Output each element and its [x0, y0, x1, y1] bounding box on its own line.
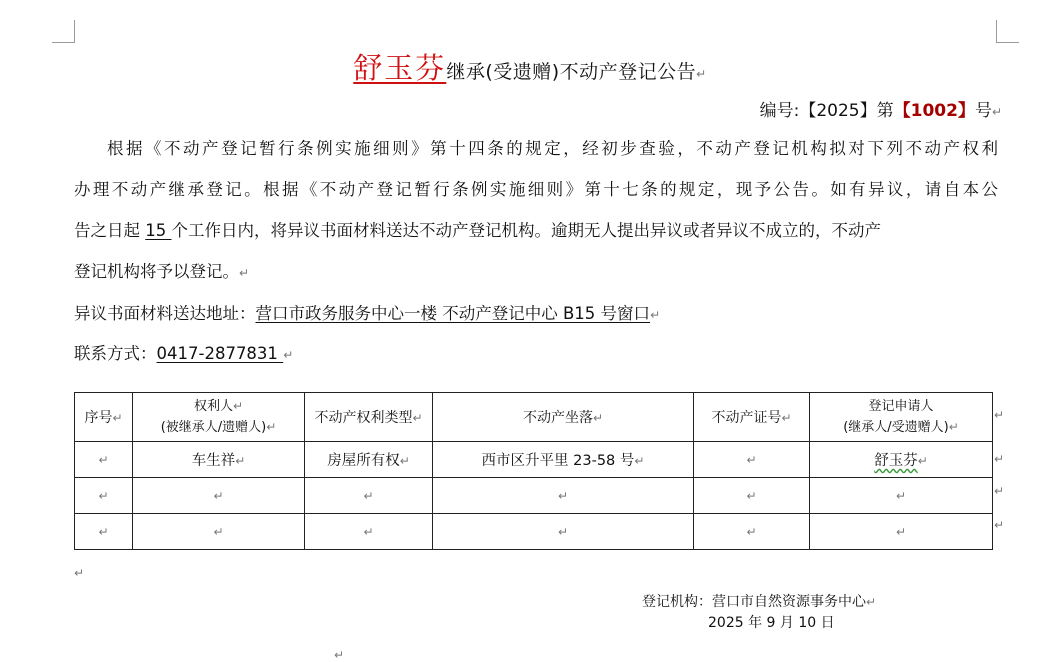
- cell-right-type-text: 房屋所有权: [327, 453, 400, 469]
- paragraph-mark: ↵: [363, 524, 374, 539]
- paragraph-mark: ↵: [213, 488, 224, 503]
- paragraph-mark: ↵: [232, 399, 244, 413]
- paragraph-mark: ↵: [235, 454, 246, 468]
- paragraph-mark: ↵: [592, 411, 604, 425]
- header-holder-sub: [133, 417, 304, 438]
- table-header-row: [75, 393, 993, 442]
- body-line-1: 根据《不动产登记暂行条例实施细则》第十四条的规定，经初步查验，不动产登记机构拟对下列不动产权利: [107, 139, 998, 158]
- paragraph-mark: ↵: [917, 454, 928, 468]
- cell-seq: [75, 514, 133, 550]
- paragraph-mark: ↵: [895, 488, 907, 503]
- row-end-mark: ↵: [994, 452, 1005, 466]
- paragraph-mark: ↵: [283, 348, 294, 362]
- cell-right-type: [305, 478, 433, 514]
- paragraph-mark: ↵: [746, 488, 757, 503]
- cell-applicant: [810, 514, 993, 550]
- paragraph-mark: ↵: [634, 454, 645, 468]
- header-location-label: 不动产坐落: [522, 410, 593, 426]
- body-line-3-pre: 告之日起: [74, 221, 146, 240]
- paragraph-mark: ↵: [866, 595, 877, 609]
- paragraph-mark: ↵: [746, 452, 757, 467]
- cell-location: [433, 478, 694, 514]
- paragraph-mark: ↵: [239, 266, 250, 280]
- cell-applicant: [810, 442, 993, 478]
- body-line-4: [74, 251, 998, 292]
- table-row: [75, 514, 993, 550]
- notice-title: [0, 46, 1060, 87]
- header-cert-no-label: 不动产证号: [711, 410, 782, 426]
- registration-table: [74, 392, 993, 550]
- header-applicant: [810, 393, 993, 442]
- body-line-4-text: 登记机构将予以登记。: [74, 262, 239, 281]
- cell-location: [433, 442, 694, 478]
- header-applicant-label: 登记申请人: [868, 398, 934, 414]
- row-end-mark: ↵: [994, 484, 1005, 498]
- body-line-3: [74, 210, 998, 251]
- cell-seq: [75, 478, 133, 514]
- paragraph-mark: ↵: [948, 419, 959, 434]
- paragraph-mark: ↵: [334, 648, 345, 662]
- cell-holder: [133, 514, 305, 550]
- paragraph-mark: ↵: [266, 420, 277, 434]
- doc-number-value: 1002: [910, 101, 958, 121]
- cell-cert-no: [694, 514, 810, 550]
- org-text: 登记机构：营口市自然资源事务中心: [642, 594, 866, 610]
- header-holder: [133, 393, 305, 442]
- header-applicant-sub-text: (继承人/受遗赠人): [843, 419, 949, 435]
- page-corner-top-right: [996, 20, 1019, 43]
- row-end-mark: ↵: [994, 408, 1005, 422]
- cell-location-text: 西市区升平里 23-58 号: [481, 453, 635, 469]
- header-seq: [75, 393, 133, 442]
- table-row: [75, 478, 993, 514]
- paragraph-mark: ↵: [557, 524, 569, 539]
- paragraph-mark: ↵: [74, 566, 85, 580]
- registration-org: [642, 591, 876, 611]
- page-corner-top-left: [52, 20, 75, 43]
- cell-right-type: [305, 514, 433, 550]
- paragraph-mark: ↵: [557, 488, 569, 503]
- header-location: [433, 393, 694, 442]
- header-seq-label: 序号: [84, 410, 113, 426]
- document-number: [760, 96, 1002, 121]
- paragraph-mark: ↵: [696, 67, 707, 81]
- header-right-type-label: 不动产权利类型: [314, 410, 413, 426]
- doc-number-suffix: 号: [974, 101, 992, 121]
- paragraph-mark: ↵: [98, 524, 109, 539]
- doc-number-close: 】: [957, 101, 975, 121]
- header-right-type: [305, 393, 433, 442]
- paragraph-mark: ↵: [895, 524, 907, 539]
- doc-number-open: 【: [893, 101, 911, 121]
- cell-location: [433, 514, 694, 550]
- body-line-3-post: 个工作日内，将异议书面材料送达不动产登记机构。逾期无人提出异议或者异议不成立的，不动产: [171, 221, 881, 240]
- cell-seq: [75, 442, 133, 478]
- contact-value: 0417-2877831: [156, 344, 284, 363]
- header-applicant-sub: [810, 417, 992, 438]
- header-cert-no: [694, 393, 810, 442]
- paragraph-mark: ↵: [213, 524, 224, 539]
- cell-applicant: [810, 478, 993, 514]
- paragraph-mark: ↵: [363, 488, 374, 503]
- contact-info: [74, 340, 293, 364]
- address-value: 营口市政务服务中心一楼 不动产登记中心 B15 号窗口: [255, 304, 651, 323]
- cell-holder: [133, 478, 305, 514]
- cell-applicant-text: 舒玉芬: [874, 453, 918, 469]
- notice-date: 2025 年 9 月 10 日: [708, 615, 835, 631]
- cell-holder: [133, 442, 305, 478]
- paragraph-mark: ↵: [399, 454, 410, 468]
- paragraph-mark: ↵: [650, 308, 661, 322]
- header-holder-label: [133, 396, 304, 417]
- notice-body: [74, 128, 998, 292]
- header-holder-text: 权利人: [193, 399, 233, 414]
- doc-number-prefix: 编号:【2025】第: [759, 101, 894, 121]
- row-end-mark: ↵: [994, 518, 1005, 532]
- paragraph-mark: ↵: [412, 411, 423, 425]
- objection-address: [74, 300, 660, 324]
- cell-holder-text: 车生祥: [191, 453, 236, 469]
- paragraph-mark: ↵: [991, 105, 1002, 119]
- title-name: 舒玉芬: [353, 51, 447, 85]
- table-row: [75, 442, 993, 478]
- paragraph-mark: ↵: [112, 411, 123, 425]
- objection-days: 15: [145, 221, 172, 240]
- address-label: 异议书面材料送达地址：: [74, 304, 256, 323]
- paragraph-mark: ↵: [98, 452, 109, 467]
- cell-cert-no: [694, 478, 810, 514]
- cell-right-type: [305, 442, 433, 478]
- paragraph-mark: ↵: [781, 411, 792, 425]
- contact-label: 联系方式：: [74, 344, 157, 363]
- title-rest: 继承(受遗赠)不动产登记公告: [446, 61, 697, 83]
- cell-cert-no: [694, 442, 810, 478]
- paragraph-mark: ↵: [98, 488, 109, 503]
- header-holder-sub-text: (被继承人/遗赠人): [160, 420, 267, 435]
- body-line-2: 办理不动产继承登记。根据《不动产登记暂行条例实施细则》第十七条的规定，现予公告。如有异议，请自本公: [74, 180, 998, 199]
- paragraph-mark: ↵: [746, 524, 757, 539]
